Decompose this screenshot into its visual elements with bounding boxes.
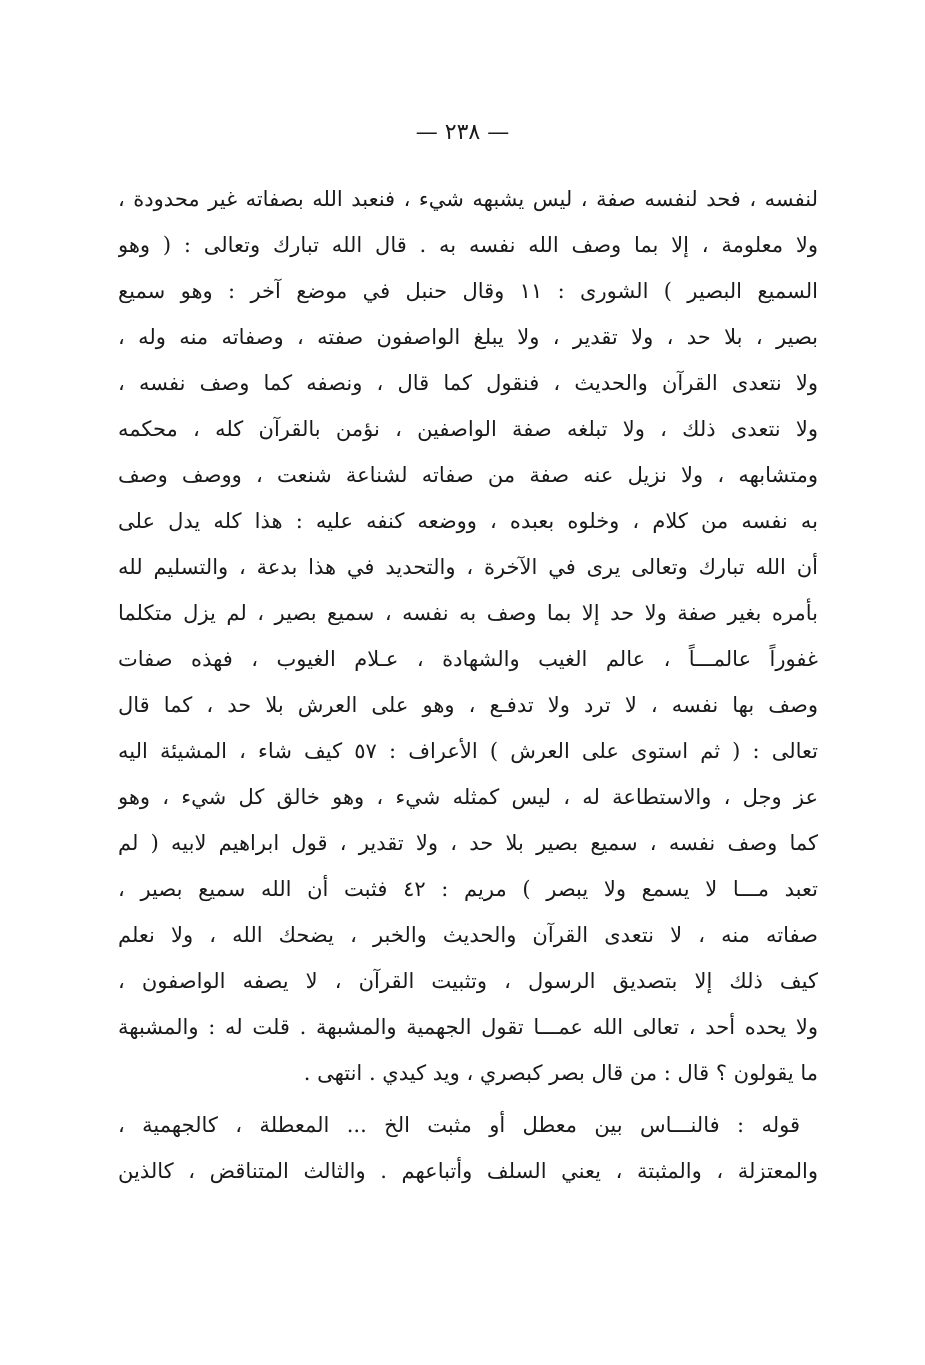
text-line: ولا معلومة ، إلا بما وصف الله نفسه به . قال الله تبارك وتعالى : ( وهو	[118, 233, 818, 257]
text-line: قوله : فالنـــاس بين معطل أو مثبت الخ ... المعطلة ، كالجهمية ،	[118, 1113, 800, 1137]
page-number: — ٢٣٨ —	[415, 120, 510, 145]
text-line: صفاته منه ، لا نتعدى القرآن والحديث والخبر ، يضحك الله ، ولا نعلم	[118, 923, 818, 947]
text-line: بصير ، بلا حد ، ولا تقدير ، ولا يبلغ الواصفون صفته ، وصفاته منه وله ،	[118, 325, 818, 349]
text-line: كيف ذلك إلا بتصديق الرسول ، وتثبيت القرآن ، لا يصفه الواصفون ،	[118, 969, 818, 993]
text-line: ولا نتعدى القرآن والحديث ، فنقول كما قال ، ونصفه كما وصف نفسه ،	[118, 371, 818, 395]
text-line: غفوراً عالمـــاً ، عالم الغيب والشهادة ، عـلام الغيوب ، فهذه صفات	[118, 647, 818, 671]
text-line: أن الله تبارك وتعالى يرى في الآخرة ، والتحديد في هذا بدعة ، والتسليم لله	[118, 555, 818, 579]
text-line: ومتشابهه ، ولا نزيل عنه صفة من صفاته لشناعة شنعت ، ووصف وصف	[118, 463, 818, 487]
text-line: وصف بها نفسه ، لا ترد ولا تدفـع ، وهو على العرش بلا حد ، كما قال	[118, 693, 818, 717]
text-body	[118, 176, 818, 1194]
text-line: ولا يحده أحد ، تعالى الله عمـــا تقول الجهمية والمشبهة . قلت له : والمشبهة	[118, 1015, 818, 1039]
text-line: ما يقولون ؟ قال : من قال بصر كبصري ، ويد كيدي . انتهى .	[303, 1061, 818, 1085]
text-line: عز وجل ، والاستطاعة له ، ليس كمثله شيء ، وهو خالق كل شيء ، وهو	[118, 785, 818, 809]
text-line: به نفسه من كلام ، وخلوه بعبده ، ووضعه كنفه عليه : هذا كله يدل على	[118, 509, 818, 533]
text-line: تعالى : ( ثم استوى على العرش ) الأعراف : ٥٧ كيف شاء ، المشيئة اليه	[118, 739, 818, 763]
text-line: والمعتزلة ، والمثبتة ، يعني السلف وأتباعهم . والثالث المتناقض ، كالذين	[118, 1159, 818, 1183]
text-line: السميع البصير ) الشورى : ١١ وقال حنبل في موضع آخر : وهو سميع	[118, 279, 818, 303]
text-line: لنفسه ، فحد لنفسه صفة ، ليس يشبهه شيء ، فنعبد الله بصفاته غير محدودة ،	[118, 187, 818, 211]
text-line: كما وصف نفسه ، سميع بصير بلا حد ، ولا تقدير ، قول ابراهيم لابيه ( لم	[118, 831, 818, 855]
text-line: بأمره بغير صفة ولا حد إلا بما وصف به نفسه ، سميع بصير ، لم يزل متكلما	[118, 601, 818, 625]
text-line: ولا نتعدى ذلك ، ولا تبلغه صفة الواصفين ، نؤمن بالقرآن كله ، محكمه	[118, 417, 818, 441]
text-line: تعبد مـــا لا يسمع ولا يبصر ) مريم : ٤٢ فثبت أن الله سميع بصير ،	[118, 877, 818, 901]
